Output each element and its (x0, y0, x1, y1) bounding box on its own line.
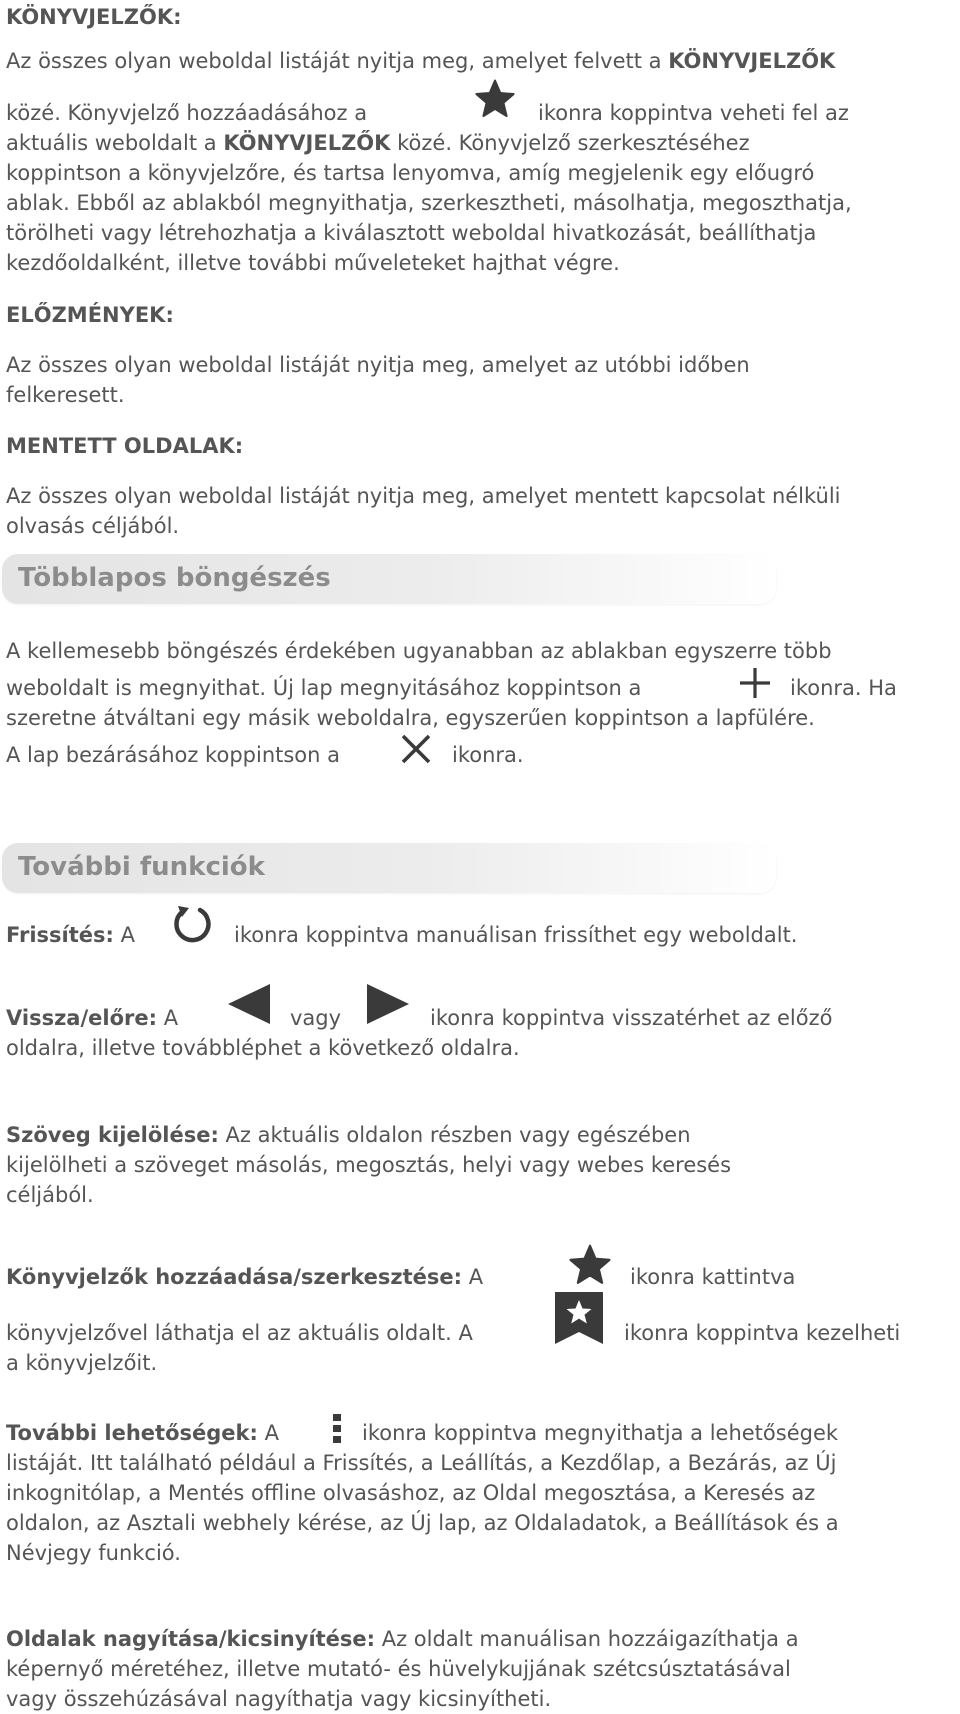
text-run: Az összes olyan weboldal listáját nyitja meg, amelyet felvett a (6, 49, 669, 73)
term-label: Könyvjelzők hozzáadása/szerkesztése: (6, 1265, 463, 1289)
text-run: A (462, 1265, 484, 1289)
opt-line1a (6, 1418, 279, 1448)
bm-line3: a könyvjelzőit. (6, 1351, 158, 1375)
tabs-line3: szeretne átváltani egy másik weboldalra, egyszerűen koppintson a lapfülére. (6, 706, 815, 730)
nav-line2: oldalra, illetve továbbléphet a következő oldalra. (6, 1036, 520, 1060)
bookmarks-para-line6: törölheti vagy létrehozhatja a kiválasztott weboldal hivatkozását, beállíthatja (6, 221, 817, 245)
bookmarks-para-line5: ablak. Ebből az ablakból megnyithatja, szerkesztheti, másolhatja, megoszthatja, (6, 191, 852, 215)
refresh-line-b: ikonra koppintva manuálisan frissíthet egy weboldalt. (234, 923, 798, 947)
text-run: A (113, 923, 135, 947)
bm-line1a (6, 1262, 483, 1292)
bold-term: KÖNYVJELZŐK (223, 131, 391, 155)
tabs-line4b: ikonra. (452, 743, 524, 767)
nav-line1a (6, 1003, 178, 1033)
tabs-line2b: ikonra. Ha (790, 676, 897, 700)
text-run: Az oldalt manuálisan hozzáigazíthatja a (375, 1627, 799, 1651)
history-line1: Az összes olyan weboldal listáját nyitja meg, amelyet az utóbbi időben (6, 353, 750, 377)
opt-line4: oldalon, az Asztali webhely kérése, az Új lap, az Oldaladatok, a Beállítások és a (6, 1511, 839, 1535)
bookmarks-para-line2a (6, 98, 367, 128)
star-icon (474, 78, 516, 120)
bm-line2b: ikonra koppintva kezelheti (624, 1321, 901, 1345)
opt-line5: Névjegy funkció. (6, 1541, 181, 1565)
text-run: ikonra koppintva veheti fel az (538, 101, 849, 125)
bold-term: KÖNYVJELZŐK (668, 49, 836, 73)
star-icon (568, 1243, 612, 1287)
more-section-banner (2, 843, 776, 893)
bookmarks-para-line1 (6, 46, 835, 76)
opt-line2: listáját. Itt található például a Frissítés, a Leállítás, a Kezdőlap, a Bezárás, az Új (6, 1451, 837, 1475)
tabs-line4a: A lap bezárásához koppintson a (6, 743, 341, 767)
bookmarks-para-line7: kezdőoldalként, illetve további műveleteket hajthat végre. (6, 251, 620, 275)
term-label: Szöveg kijelölése: (6, 1123, 219, 1147)
term-label: Vissza/előre: (6, 1006, 158, 1030)
text-run: A (257, 1421, 279, 1445)
refresh-icon (170, 902, 214, 946)
bm-line1b: ikonra kattintva (630, 1265, 796, 1289)
text-run: weboldalt is megnyithat. Új lap megnyitásához koppintson a (6, 676, 642, 700)
tabs-section-banner (2, 554, 776, 604)
forward-triangle-icon (365, 982, 411, 1026)
select-line1 (6, 1120, 691, 1150)
refresh-line (6, 920, 135, 950)
bookmarks-para-line3 (6, 128, 750, 158)
bookmarks-para-line4: koppintson a könyvjelzőre, és tartsa lenyomva, amíg megjelenik egy előugró (6, 161, 815, 185)
term-label: Frissítés: (6, 923, 114, 947)
plus-icon (738, 666, 772, 700)
section-title: Többlapos böngészés (18, 563, 331, 593)
select-line3: céljából. (6, 1183, 94, 1207)
section-title: További funkciók (18, 852, 265, 882)
text-run: A (157, 1006, 179, 1030)
tabs-line2a (6, 673, 641, 703)
text-run: közé. Könyvjelző hozzáadásához a (6, 101, 368, 125)
close-icon (399, 733, 433, 765)
bookmark-ribbon-icon (555, 1292, 603, 1344)
select-line2: kijelölheti a szöveget másolás, megosztás, helyi vagy webes keresés (6, 1153, 732, 1177)
zoom-line3: vagy összehúzásával nagyíthatja vagy kicsinyítheti. (6, 1687, 552, 1711)
bookmarks-para-line2b (538, 98, 849, 128)
saved-line2: olvasás céljából. (6, 514, 180, 538)
history-line2: felkeresett. (6, 383, 125, 407)
text-run: közé. Könyvjelző szerkesztéséhez (390, 131, 750, 155)
text-run: Az aktuális oldalon részben vagy egészében (218, 1123, 691, 1147)
vertical-dots-icon (331, 1414, 343, 1444)
bm-line2a: könyvjelzővel láthatja el az aktuális oldalt. A (6, 1321, 473, 1345)
nav-line1c: ikonra koppintva visszatérhet az előző (430, 1006, 833, 1030)
opt-line3: inkognitólap, a Mentés offline olvasáshoz, az Oldal megosztása, a Keresés az (6, 1481, 816, 1505)
text-run: aktuális weboldalt a (6, 131, 224, 155)
term-label: További lehetőségek: (6, 1421, 258, 1445)
zoom-line2: képernyő méretéhez, illetve mutató- és hüvelykujjának szétcsúsztatásával (6, 1657, 791, 1681)
tabs-line1: A kellemesebb böngészés érdekében ugyanabban az ablakban egyszerre több (6, 639, 832, 663)
saved-line1: Az összes olyan weboldal listáját nyitja meg, amelyet mentett kapcsolat nélküli (6, 484, 841, 508)
back-triangle-icon (226, 982, 272, 1026)
zoom-line1 (6, 1624, 799, 1654)
bookmarks-heading: KÖNYVJELZŐK: (6, 5, 182, 29)
nav-line1b: vagy (290, 1006, 342, 1030)
opt-line1b: ikonra koppintva megnyithatja a lehetőségek (362, 1421, 839, 1445)
history-heading: ELŐZMÉNYEK: (6, 303, 174, 327)
saved-heading: MENTETT OLDALAK: (6, 434, 244, 458)
term-label: Oldalak nagyítása/kicsinyítése: (6, 1627, 376, 1651)
